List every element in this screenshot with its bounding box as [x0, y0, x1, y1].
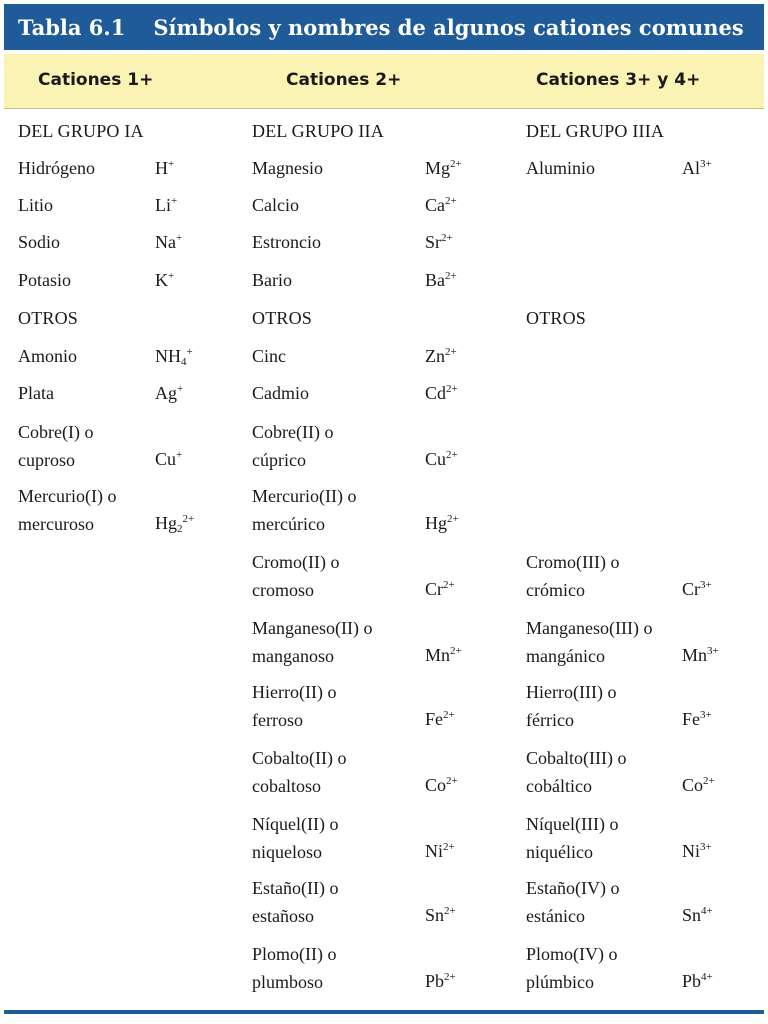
cation-name: Níquel(III) o niquélico: [526, 814, 619, 862]
cation-name: Magnesio: [252, 158, 323, 178]
cation-name: Estaño(II) o estañoso: [252, 878, 339, 926]
cation-formula: Ag+: [155, 383, 184, 403]
cation-name: Bario: [252, 270, 292, 290]
header-cations-3-4: Cationes 3+ y 4+: [536, 70, 701, 90]
section-label: DEL GRUPO IA: [18, 121, 144, 141]
cation-formula: $Hg^{2+}$: [425, 513, 459, 533]
cation-name: Potasio: [18, 270, 72, 290]
cation-formula: $Ba^{2+}$: [425, 270, 457, 290]
cation-name: Hierro(III) o férrico: [526, 682, 617, 730]
section-label: OTROS: [18, 308, 79, 328]
cation-name: Cinc: [252, 346, 286, 366]
section-label: OTROS: [526, 308, 587, 328]
cation-name: Plomo(IV) o plúmbico: [526, 944, 618, 992]
cation-formula: $Cu^{2+}$: [425, 449, 458, 469]
table-title: [4, 4, 764, 50]
cation-name: Aluminio: [526, 158, 596, 178]
cation-formula: $Ni^{3+}$: [682, 841, 712, 861]
cation-name: Calcio: [252, 195, 299, 215]
cation-name: Cobalto(III) o cobáltico: [526, 748, 627, 796]
header-cations-1: Cationes 1+: [38, 70, 154, 90]
cation-formula: $Ni^{2+}$: [425, 841, 455, 861]
cation-formula: $Pb^{2+}$: [425, 971, 456, 991]
cation-name: Hierro(II) o ferroso: [252, 682, 337, 730]
cation-name: Sodio: [18, 232, 61, 252]
cation-formula: $Pb^{4+}$: [682, 971, 713, 991]
cation-formula: $Al^{3+}$: [682, 158, 712, 178]
cation-formula: $Zn^{2+}$: [425, 346, 457, 366]
cation-name: Mercurio(II) o mercúrico: [252, 486, 357, 534]
cation-name: Hidrógeno: [18, 158, 95, 178]
cation-formula: Cu+: [155, 449, 183, 469]
cation-name: Cromo(II) o cromoso: [252, 552, 340, 600]
cation-formula: $Fe^{3+}$: [682, 709, 712, 729]
cation-formula: $Fe^{2+}$: [425, 709, 455, 729]
cation-formula: $Hg_2^{2+}$: [155, 513, 195, 535]
cation-name: Amonio: [18, 346, 78, 366]
cation-name: Manganeso(II) o manganoso: [252, 618, 373, 666]
cation-formula: H+: [155, 158, 175, 178]
cation-formula: $Co^{2+}$: [425, 775, 458, 795]
cation-name: Plata: [18, 383, 54, 403]
section-label: OTROS: [252, 308, 313, 328]
header-cations-2: Cationes 2+: [286, 70, 402, 90]
cation-formula: $Mn^{3+}$: [682, 645, 719, 665]
cation-formula: Li+: [155, 195, 178, 215]
cation-name: Plomo(II) o plumboso: [252, 944, 337, 992]
cation-name: Estroncio: [252, 232, 321, 252]
cation-formula: $Mn^{2+}$: [425, 645, 462, 665]
cation-formula: $Cr^{3+}$: [682, 579, 712, 599]
cation-formula: $Sn^{4+}$: [682, 905, 713, 925]
cation-name: Cadmio: [252, 383, 309, 403]
cation-name: Litio: [18, 195, 53, 215]
cation-name: Mercurio(I) o mercuroso: [18, 486, 117, 534]
bottom-rule: [4, 1010, 764, 1014]
cation-name: Níquel(II) o niqueloso: [252, 814, 339, 862]
cation-formula: $Co^{2+}$: [682, 775, 715, 795]
cation-name: Cobalto(II) o cobaltoso: [252, 748, 347, 796]
cation-name: Cobre(I) o cuproso: [18, 422, 94, 470]
cation-formula: K+: [155, 270, 175, 290]
cation-name: Cromo(III) o crómico: [526, 552, 620, 600]
section-label: DEL GRUPO IIA: [252, 121, 384, 141]
cation-formula: $Ca^{2+}$: [425, 195, 457, 215]
cation-formula: $Cd^{2+}$: [425, 383, 458, 403]
cation-formula: $Mg^{2+}$: [425, 158, 462, 178]
table-number: Tabla 6.1: [18, 14, 126, 40]
cation-name: Manganeso(III) o mangánico: [526, 618, 653, 666]
cation-formula: $NH_4^+$: [155, 346, 193, 368]
cation-formula: $Sr^{2+}$: [425, 232, 453, 252]
cation-name: Estaño(IV) o estánico: [526, 878, 620, 926]
cation-formula: $Cr^{2+}$: [425, 579, 455, 599]
column-headers: [4, 54, 764, 109]
cation-name: Cobre(II) o cúprico: [252, 422, 334, 470]
cation-formula: $Sn^{2+}$: [425, 905, 456, 925]
table-caption: Símbolos y nombres de algunos cationes comunes: [153, 14, 744, 40]
section-label: DEL GRUPO IIIA: [526, 121, 665, 141]
cation-formula: Na+: [155, 232, 183, 252]
